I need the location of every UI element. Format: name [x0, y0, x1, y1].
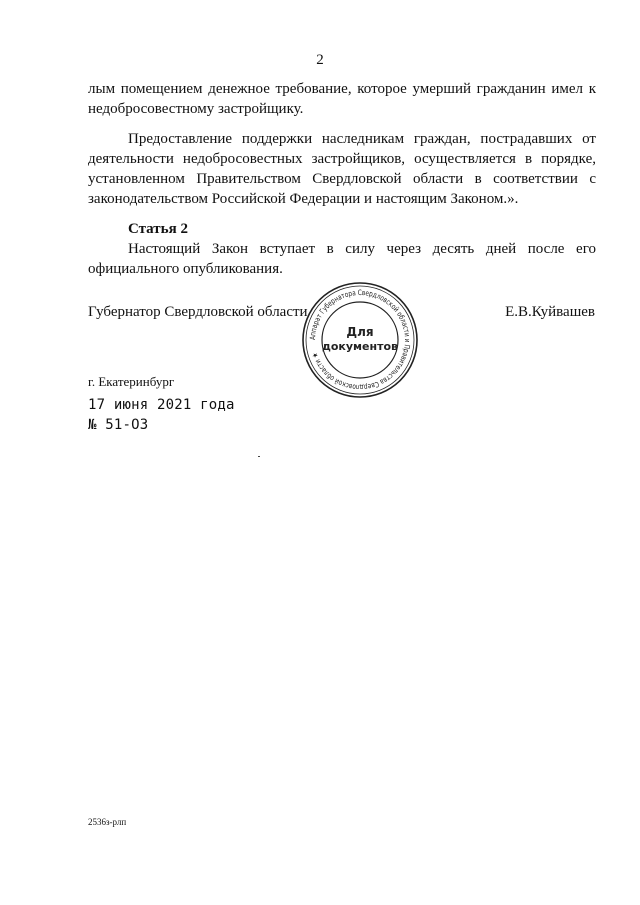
scan-speck	[258, 456, 260, 457]
paragraph-effective-date: Настоящий Закон вступает в силу через десять дней после его официального опубликования.	[88, 241, 596, 277]
stamp-center-line1: Для	[346, 325, 374, 339]
signatory-position: Губернатор Свердловской области	[88, 304, 308, 320]
stamp-center-line2: документов	[321, 340, 399, 353]
page-number: 2	[316, 52, 324, 68]
paragraph-continuation: лым помещением денежное требование, которое умерший гражданин имел к недобросовестному застройщику.	[88, 81, 596, 117]
signatory-name: Е.В.Куйвашев	[505, 304, 595, 320]
paragraph-support: Предоставление поддержки наследникам граждан, пострадавших от деятельности недобросовестных застройщиков, осуществляется в порядке, установленном Правительством Свердловской области в соответствии с законодательством Российской Федерации и настоящим Законом.».	[88, 131, 596, 207]
document-body	[88, 79, 596, 279]
stamp-ring-text: Аппарат Губернатора Свердловской области и Правительства Свердловской области ★	[307, 287, 413, 393]
place-of-signing: г. Екатеринбург	[88, 374, 175, 389]
article-title: Статья 2	[128, 221, 188, 237]
stamp-graphic	[301, 281, 419, 399]
document-code: 2536з-рлп	[88, 817, 127, 827]
signing-date: 17 июня 2021 года	[88, 397, 235, 413]
law-number: № 51-ОЗ	[88, 417, 149, 433]
official-stamp	[301, 281, 419, 399]
